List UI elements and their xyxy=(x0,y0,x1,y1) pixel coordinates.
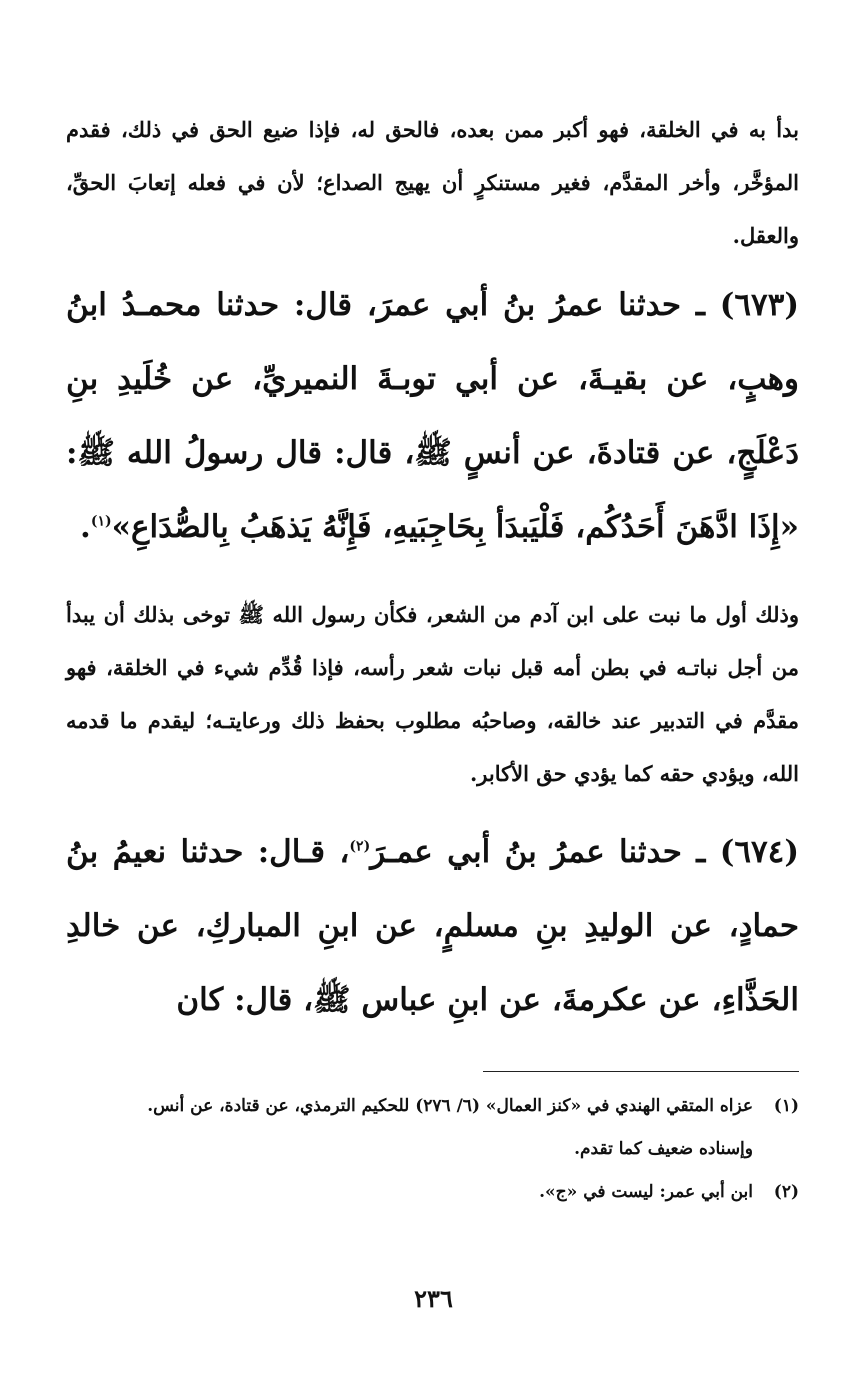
hadith-chain-rest: ، قـال: حدثنا نعيمُ بنُ حمادٍ، عن الوليدِ بنِ مسلمٍ، عن ابنِ المباركِ، عن خالدِ الحَذَّاءِ، عن عكرمةَ، عن ابنِ عباس ﷺ، قال: كان xyxy=(66,834,799,1018)
footnote-text-continued: وإسناده ضعيف كما تقدم. xyxy=(574,1139,753,1159)
hadith-end: . xyxy=(80,509,91,545)
paragraph-commentary-2 xyxy=(66,588,799,800)
hadith-chain-start: حدثنا عمرُ بنُ أبي عمـرَ xyxy=(370,834,682,870)
hadith-quote: «إِذَا ادَّهَنَ أَحَدُكُم، فَلْيَبدَأ بِحَاجِبَيهِ، فَإِنَّهُ يَذهَبُ بِالصُّدَاعِ» xyxy=(111,509,799,545)
footnote-label: (١) xyxy=(773,1096,799,1116)
hadith-chain: حدثنا عمرُ بنُ أبي عمرَ، قال: حدثنا محمـدُ ابنُ وهبٍ، عن بقيـةَ، عن أبي توبـةَ النميريِّ، عن خُلَيدِ بنِ دَعْلَجٍ، عن قتادةَ، عن أنسٍ ﷺ، قال: قال رسولُ الله ﷺ: xyxy=(66,287,799,471)
footnote-reference-2[interactable]: (٢) xyxy=(349,838,371,855)
footnote-separator xyxy=(483,1071,799,1072)
footnote-label: (٢) xyxy=(773,1182,799,1202)
paragraph-text: وذلك أول ما نبت على ابن آدم من الشعر، فكأن رسول الله ﷺ توخى بذلك أن يبدأ من أجل نباتـه في بطن أمه قبل نبات شعر رأسه، فإذا قُدِّم شيء في الخلقة، فهو مقدَّم في التدبير عند خالقه، وصاحبُه مطلوب بحفظ ذلك ورعايتـه؛ ليقدم ما قدمه الله، ويؤدي حقه كما يؤدي حق الأكابر. xyxy=(66,602,799,786)
paragraph-text: بدأ به في الخلقة، فهو أكبر ممن بعده، فالحق له، فإذا ضيع الحق في ذلك، فقدم المؤخَّر، وأخر المقدَّم، فغير مستنكرٍ أن يهيج الصداع؛ لأن في فعله إتعابَ الحقِّ، والعقل. xyxy=(66,117,799,248)
hadith-number: (٦٧٤) ـ xyxy=(696,834,799,870)
footnote-2 xyxy=(66,1171,799,1214)
paragraph-commentary-1 xyxy=(66,103,799,262)
footnote-text: ابن أبي عمر: ليست في «ج». xyxy=(539,1182,753,1202)
hadith-673 xyxy=(66,268,799,564)
footnotes xyxy=(66,1085,799,1214)
hadith-number: (٦٧٣) ـ xyxy=(695,287,800,323)
footnote-reference-1[interactable]: (١) xyxy=(90,513,112,530)
footnote-text: عزاه المتقي الهندي في «كنز العمال» (٦/ ٢٧٦) للحكيم الترمذي، عن قتادة، عن أنس. xyxy=(147,1096,753,1116)
footnote-1 xyxy=(66,1085,799,1171)
hadith-674 xyxy=(66,815,799,1037)
page-number: ٢٣٦ xyxy=(414,1284,453,1313)
